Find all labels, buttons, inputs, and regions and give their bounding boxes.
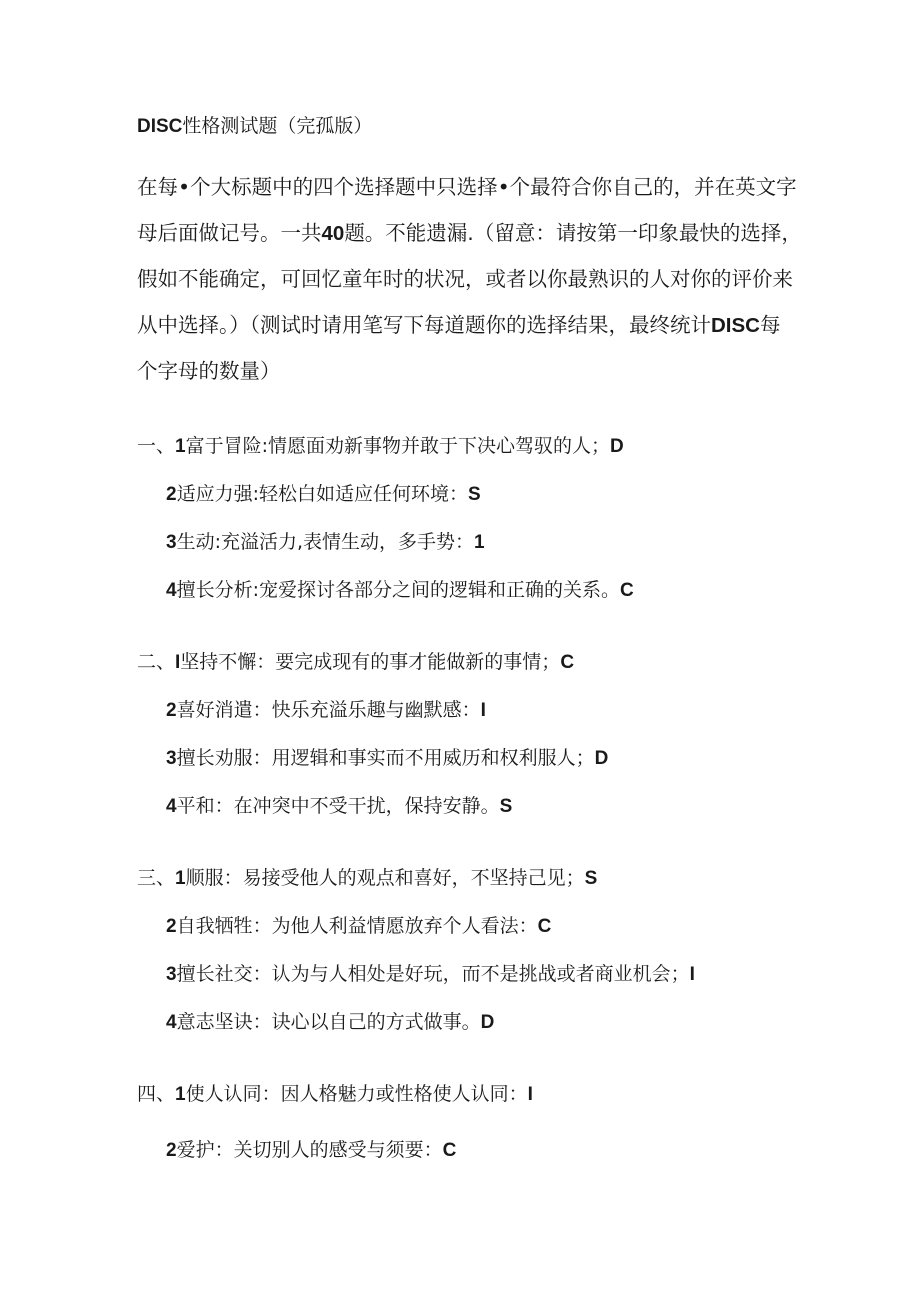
- instructions-paragraph: [137, 164, 802, 394]
- question-item: [137, 434, 624, 459]
- option-number: 4: [166, 796, 177, 817]
- question-item: [166, 530, 485, 555]
- option-letter: C: [537, 916, 552, 937]
- option-number: 3: [166, 748, 177, 769]
- option-text: 擅长社交：认为与人相处是好玩，而不是挑战或者商业机会；: [176, 963, 690, 985]
- option-letter: I: [689, 964, 695, 985]
- section-number: 一、: [137, 435, 176, 457]
- option-letter: 1: [474, 532, 485, 553]
- title-disc: DISC: [137, 116, 183, 137]
- question-item: [166, 914, 551, 939]
- option-letter: S: [499, 796, 513, 817]
- instructions-line: 母后面做记号。一共40题。不能遗漏.（留意：请按第一印象最快的选择，: [137, 221, 802, 245]
- question-item: [166, 698, 486, 723]
- question-item: [166, 482, 481, 507]
- option-letter: C: [619, 580, 634, 601]
- question-item: [166, 962, 695, 987]
- question-item: [137, 650, 574, 675]
- instructions-line: 从中选择。）（测试时请用笔写下每道题你的选择结果，最终统计DISC每: [137, 313, 781, 337]
- option-text: 平和：在冲突中不受干扰，保持安静。: [176, 795, 500, 817]
- option-number: 2: [166, 484, 177, 505]
- option-number: I: [175, 652, 181, 673]
- option-text: 富于冒险:情愿面劝新事物并敢于下决心驾驭的人；: [185, 435, 610, 457]
- option-text: 坚持不懈：要完成现有的事才能做新的事情；: [180, 651, 561, 673]
- option-letter: D: [480, 1012, 495, 1033]
- question-item: [166, 1010, 494, 1035]
- section-number: 四、: [137, 1083, 176, 1105]
- option-text: 适应力强:轻松白如适应任何环境：: [176, 483, 468, 505]
- option-text: 擅长劝服：用逻辑和事实而不用威历和权利服人；: [176, 747, 595, 769]
- option-number: 4: [166, 1012, 177, 1033]
- instructions-line: 个字母的数量）: [137, 359, 281, 383]
- option-number: 4: [166, 580, 177, 601]
- option-number: 2: [166, 916, 177, 937]
- option-number: 3: [166, 532, 177, 553]
- option-number: 2: [166, 700, 177, 721]
- option-letter: S: [584, 868, 598, 889]
- option-text: 使人认同：因人格魅力或性格使人认同：: [185, 1083, 528, 1105]
- document-title: [137, 114, 372, 139]
- option-letter: S: [467, 484, 481, 505]
- instructions-line: 假如不能确定，可回忆童年时的状况，或者以你最熟识的人对你的评价来: [137, 267, 793, 291]
- option-letter: I: [527, 1084, 533, 1105]
- option-number: 2: [166, 1140, 177, 1161]
- option-text: 生动:充溢活力,表情生动，多手势：: [176, 531, 475, 553]
- option-letter: C: [560, 652, 575, 673]
- option-number: 1: [175, 436, 186, 457]
- question-item: [166, 1138, 456, 1163]
- option-number: 1: [175, 1084, 186, 1105]
- question-item: [166, 794, 512, 819]
- option-text: 擅长分析:宠爱探讨各部分之间的逻辑和正确的关系。: [176, 579, 620, 601]
- option-letter: C: [442, 1140, 457, 1161]
- question-item: [166, 578, 634, 603]
- option-letter: D: [610, 436, 624, 457]
- option-number: 1: [175, 868, 186, 889]
- question-item: [137, 1082, 533, 1107]
- question-item: [166, 746, 608, 771]
- option-number: 3: [166, 964, 177, 985]
- option-text: 自我牺牲：为他人利益情愿放弃个人看法：: [176, 915, 538, 937]
- instructions-line: 在每•个大标题中的四个选择题中只选择•个最符合你自己的，并在英文字: [137, 175, 797, 199]
- option-text: 爱护：关切别人的感受与须要：: [176, 1139, 443, 1161]
- title-rest: 性格测试题（完孤版）: [182, 115, 373, 137]
- question-item: [137, 866, 597, 891]
- option-text: 意志坚诀：诀心以自己的方式做事。: [176, 1011, 481, 1033]
- section-number: 二、: [137, 651, 176, 673]
- option-letter: I: [480, 700, 486, 721]
- option-text: 顺服：易接受他人的观点和喜好，不坚持己见；: [185, 867, 585, 889]
- option-text: 喜好消遣：快乐充溢乐趣与幽默感：: [176, 699, 481, 721]
- option-letter: D: [594, 748, 609, 769]
- section-number: 三、: [137, 867, 176, 889]
